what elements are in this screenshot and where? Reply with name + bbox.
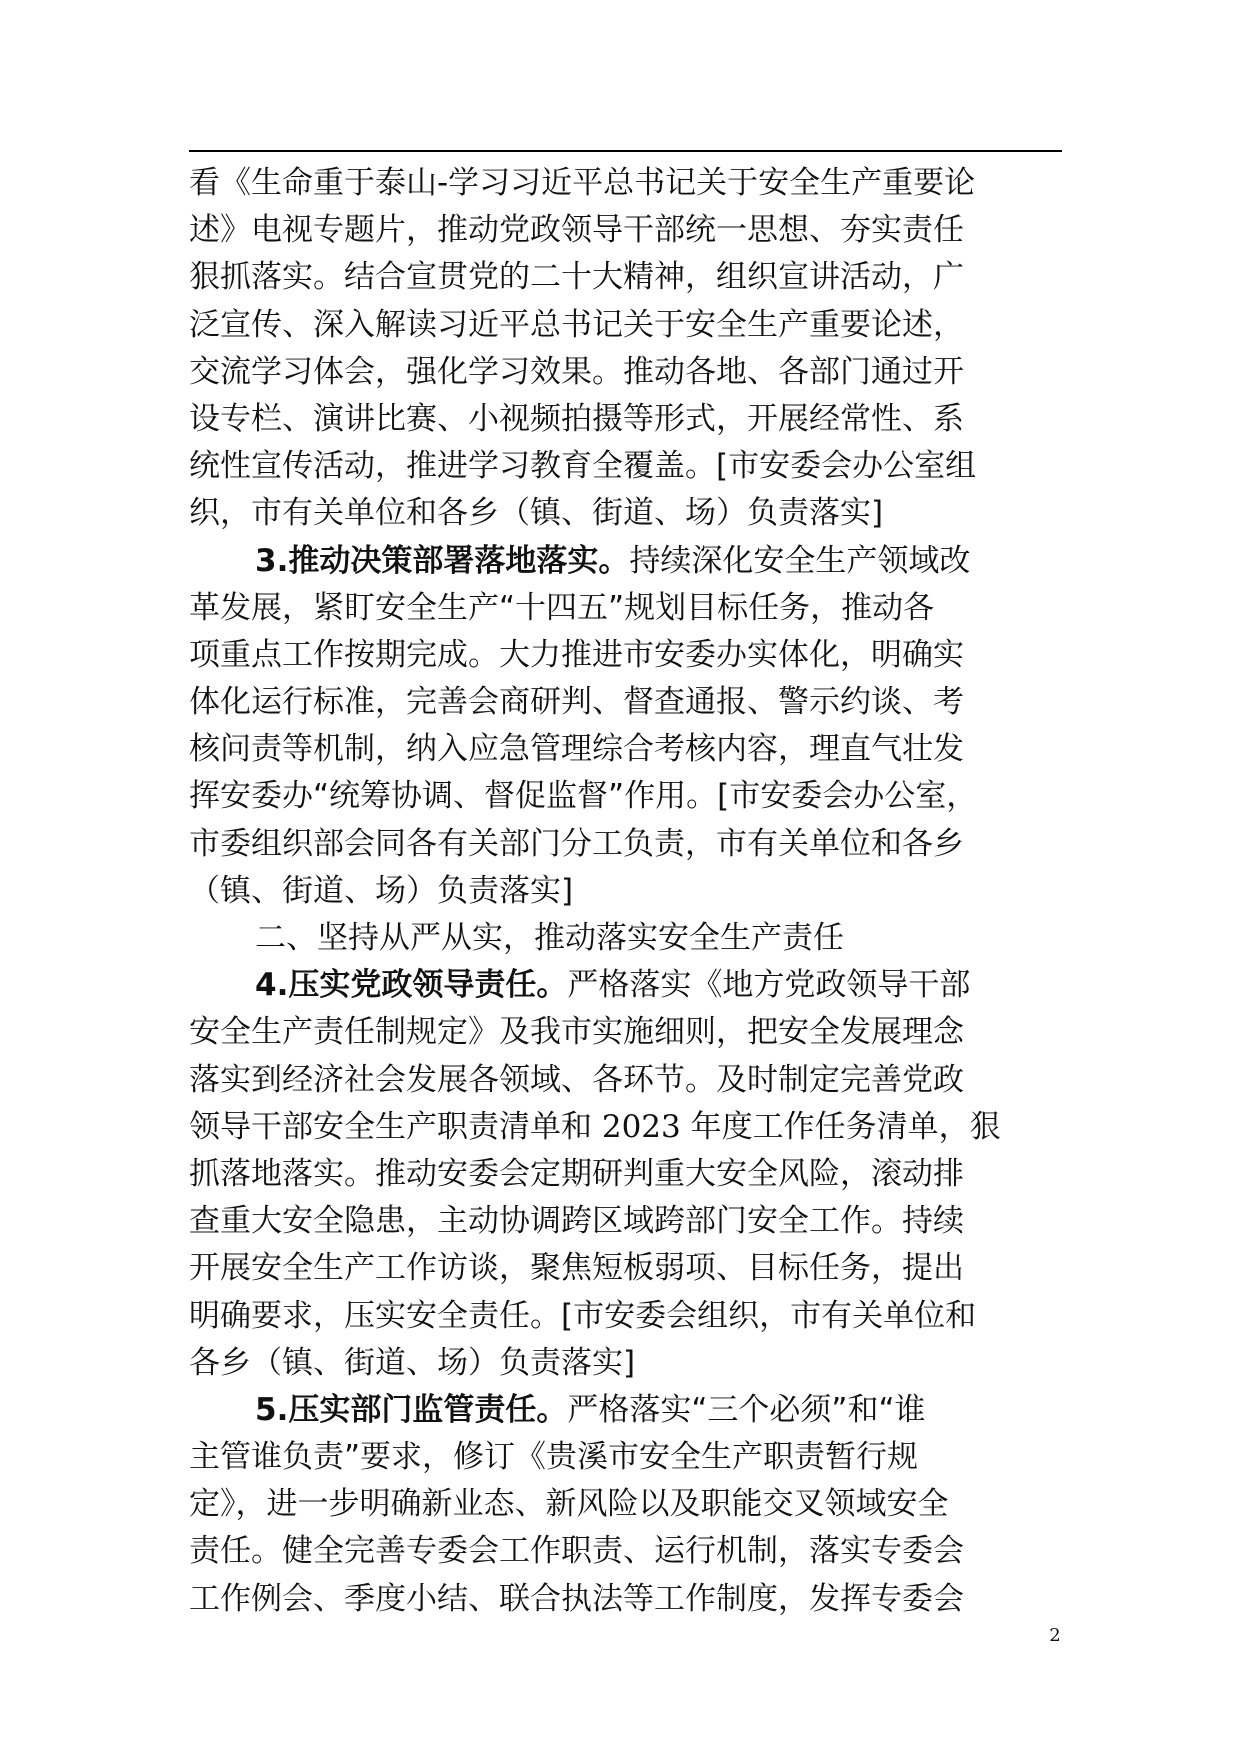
text-line [189,254,1069,301]
text-line [189,1293,1069,1340]
text-line [189,1528,1069,1575]
text-segment: 开展安全生产工作访谈，聚焦短板弱项、目标任务，提出 [189,1250,964,1287]
text-segment: 抓落地落实。推动安委会定期研判重大安全风险，滚动排 [189,1155,964,1192]
text-segment: 市委组织部会同各有关部门分工负责，市有关单位和各乡 [189,825,964,862]
text-segment: 严格落实《地方党政领导干部 [567,967,971,1004]
text-segment: 落实到经济社会发展各领域、各环节。及时制定完善党政 [189,1061,964,1098]
text-segment: 交流学习体会，强化学习效果。推动各地、各部门通过开 [189,353,964,390]
text-segment: 统性宣传活动，推进学习教育全覆盖。[市安委会办公室组 [189,448,977,485]
text-segment: 看《生命重于泰山-学习习近平总书记关于安全生产重要论 [189,165,976,201]
section-heading: 5.压实部门监管责任。 [255,1391,568,1428]
text-line [189,1340,1069,1387]
text-line [189,1198,1069,1245]
text-segment: 泛宣传、深入解读习近平总书记关于安全生产重要论述， [189,306,964,343]
text-line [189,915,1069,962]
text-line [189,1245,1069,1292]
text-line [189,726,1069,773]
text-segment: 主管谁负责”要求，修订《贵溪市安全生产职责暂行规 [189,1439,919,1476]
text-line [189,1151,1069,1198]
text-segment: 明确要求，压实安全责任。[市安委会组织，市有关单位和 [189,1297,977,1334]
text-line [189,632,1069,679]
text-line [189,207,1069,254]
text-segment: 狠抓落实。结合宣贯党的二十大精神，组织宣讲活动，广 [189,259,964,296]
text-line [189,538,1069,585]
text-line [189,1481,1069,1528]
text-segment: 各乡（镇、街道、场）负责落实] [189,1344,636,1381]
text-line [189,490,1069,537]
page-number: 2 [1049,1625,1061,1646]
text-segment: （镇、街道、场）负责落实] [189,872,574,909]
text-line [189,443,1069,490]
text-line [189,1576,1069,1623]
section-heading: 3.推动决策部署落地落实。 [255,542,630,579]
text-segment: 工作例会、季度小结、联合执法等工作制度，发挥专委会 [189,1580,964,1617]
text-line [189,773,1069,820]
text-segment: 述》电视专题片，推动党政领导干部统一思想、夯实责任 [189,212,964,249]
text-line [189,585,1069,632]
text-segment: 体化运行标准，完善会商研判、督查通报、警示约谈、考 [189,684,964,721]
text-segment: 领导干部安全生产职责清单和 [189,1108,602,1145]
text-line [189,302,1069,349]
text-segment: 核问责等机制，纳入应急管理综合考核内容，理直气壮发 [189,731,964,768]
text-segment: 持续深化安全生产领域改 [629,542,971,579]
text-line [189,1057,1069,1104]
text-segment: 二、坚持从严从实，推动落实安全生产责任 [255,920,844,956]
text-segment: 设专栏、演讲比赛、小视频拍摄等形式，开展经常性、系 [189,400,964,437]
text-line [189,821,1069,868]
text-line [189,868,1069,915]
text-line [189,1387,1069,1434]
text-line [189,962,1069,1009]
text-line [189,1104,1069,1151]
text-line [189,1009,1069,1056]
text-line [189,396,1069,443]
text-segment: 定》，进一步明确新业态、新风险以及职能交叉领域安全 [189,1486,949,1523]
text-segment: 年度工作任务清单，狠 [680,1108,1001,1145]
text-segment: 革发展，紧盯安全生产“十四五”规划目标任务，推动各 [189,589,935,626]
text-segment: 严格落实“三个必须”和“谁 [567,1391,926,1428]
header-rule [189,150,1062,152]
text-segment: 查重大安全隐患，主动协调跨区域跨部门安全工作。持续 [189,1203,964,1240]
text-segment: 织，市有关单位和各乡（镇、街道、场）负责落实] [189,495,884,532]
text-segment: 责任。健全完善专委会工作职责、运行机制，落实专委会 [189,1533,964,1570]
section-heading: 4.压实党政领导责任。 [255,967,568,1004]
text-segment: 安全生产责任制规定》及我市实施细则，把安全发展理念 [189,1014,964,1051]
document-body [189,160,1069,1623]
text-line [189,349,1069,396]
text-segment: 2023 [601,1108,681,1145]
text-line [189,160,1069,207]
text-line [189,679,1069,726]
text-segment: 挥安委办“统筹协调、督促监督”作用。[市安委会办公室， [189,778,978,815]
text-segment: 项重点工作按期完成。大力推进市安委办实体化，明确实 [189,636,964,673]
text-line [189,1434,1069,1481]
